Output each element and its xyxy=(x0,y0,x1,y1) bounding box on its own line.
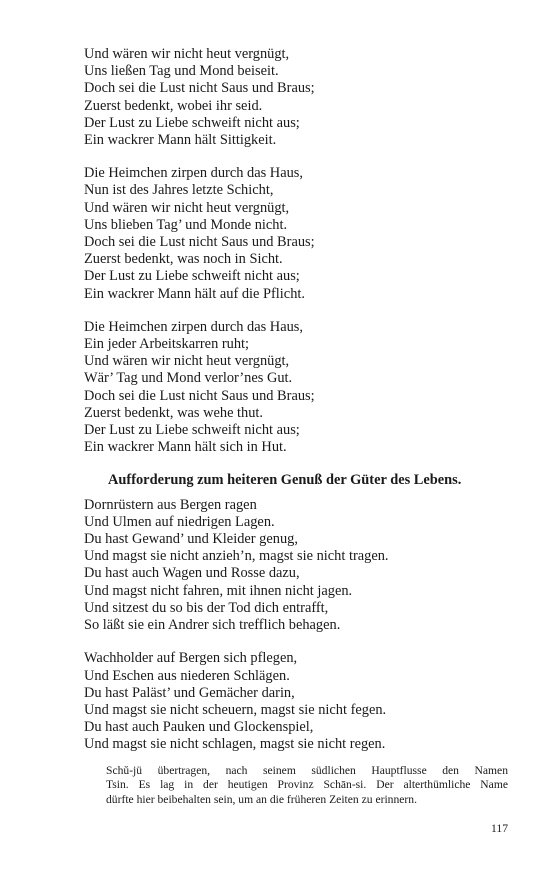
verse-line: Ein jeder Arbeitskarren ruht; xyxy=(84,336,250,353)
verse-line: Ein wackrer Mann hält Sittigkeit. xyxy=(84,132,277,149)
verse-line: Und magst sie nicht scheuern, magst sie nicht fegen. xyxy=(84,701,387,718)
footnote xyxy=(84,764,508,808)
verse-line: Und wären wir nicht heut vergnügt, xyxy=(84,46,290,62)
footnote-line: dürfte hier beibehalten sein, um an die früheren Zeiten zu erinnern. xyxy=(106,792,417,806)
verse-line: Und sitzest du so bis der Tod dich entrafft, xyxy=(84,599,329,616)
verse-line: Und magst sie nicht schlagen, magst sie nicht regen. xyxy=(84,736,386,753)
verse-line: Doch sei die Lust nicht Saus und Braus; xyxy=(84,234,315,251)
stanza-gap xyxy=(84,303,514,319)
verse-line: Der Lust zu Liebe schweift nicht aus; xyxy=(84,114,300,131)
verse-line: Doch sei die Lust nicht Saus und Braus; xyxy=(84,387,315,404)
page-number: 117 xyxy=(491,822,508,835)
stanza-2 xyxy=(84,165,514,303)
verse-line: Und wären wir nicht heut vergnügt, xyxy=(84,353,290,370)
verse-line: Du hast auch Pauken und Glockenspiel, xyxy=(84,719,314,736)
verse-line: Doch sei die Lust nicht Saus und Braus; xyxy=(84,80,315,97)
verse-line: Uns blieben Tag’ und Monde nicht. xyxy=(84,216,288,233)
stanza-5 xyxy=(84,650,514,753)
verse-line: Du hast auch Wagen und Rosse dazu, xyxy=(84,565,300,582)
poem-title: Aufforderung zum heiteren Genuß der Güter des Lebens. xyxy=(108,472,462,489)
verse-line: Du hast Gewand’ und Kleider genug, xyxy=(84,531,298,548)
verse-line: Und magst nicht fahren, mit ihnen nicht jagen. xyxy=(84,582,353,599)
stanza-1 xyxy=(84,46,514,149)
stanza-gap xyxy=(84,634,514,650)
verse-line: Und wären wir nicht heut vergnügt, xyxy=(84,199,290,216)
verse-line: Und Eschen aus niederen Schlägen. xyxy=(84,667,290,684)
verse-line: Und Ulmen auf niedrigen Lagen. xyxy=(84,513,275,530)
verse-line: Zuerst bedenkt, was noch in Sicht. xyxy=(84,251,283,268)
verse-line: Die Heimchen zirpen durch das Haus, xyxy=(84,318,303,335)
stanza-4 xyxy=(84,497,514,635)
verse-line: Der Lust zu Liebe schweift nicht aus; xyxy=(84,268,300,285)
stanza-3 xyxy=(84,319,514,457)
verse-line: Ein wackrer Mann hält sich in Hut. xyxy=(84,439,287,456)
verse-line: Zuerst bedenkt, was wehe thut. xyxy=(84,404,264,421)
verse-line: Die Heimchen zirpen durch das Haus, xyxy=(84,165,303,182)
verse-line: Ein wackrer Mann hält auf die Pflicht. xyxy=(84,285,305,302)
verse-line: Dornrüstern aus Bergen ragen xyxy=(84,496,257,513)
verse-line: Und magst sie nicht anzieh’n, magst sie nicht tragen. xyxy=(84,548,389,565)
verse-line: So läßt sie ein Andrer sich trefflich behagen. xyxy=(84,617,341,634)
stanza-gap xyxy=(84,149,514,165)
verse-line: Wachholder auf Bergen sich pflegen, xyxy=(84,650,298,667)
verse-line: Zuerst bedenkt, wobei ihr seid. xyxy=(84,97,263,114)
footnote-line: Tsin. Es lag in der heutigen Provinz Schān-si. Der alterthümliche Name xyxy=(106,778,508,792)
verse-line: Du hast Paläst’ und Gemächer darin, xyxy=(84,684,295,701)
verse-line: Der Lust zu Liebe schweift nicht aus; xyxy=(84,422,300,439)
verse-line: Uns ließen Tag und Mond beiseit. xyxy=(84,63,279,80)
verse-line: Nun ist des Jahres letzte Schicht, xyxy=(84,182,274,199)
page-content xyxy=(84,46,514,807)
verse-line: Wär’ Tag und Mond verlor’nes Gut. xyxy=(84,370,293,387)
footnote-line: Schŭ-jü übertragen, nach seinem südlichen Hauptflusse den Namen xyxy=(106,763,508,777)
